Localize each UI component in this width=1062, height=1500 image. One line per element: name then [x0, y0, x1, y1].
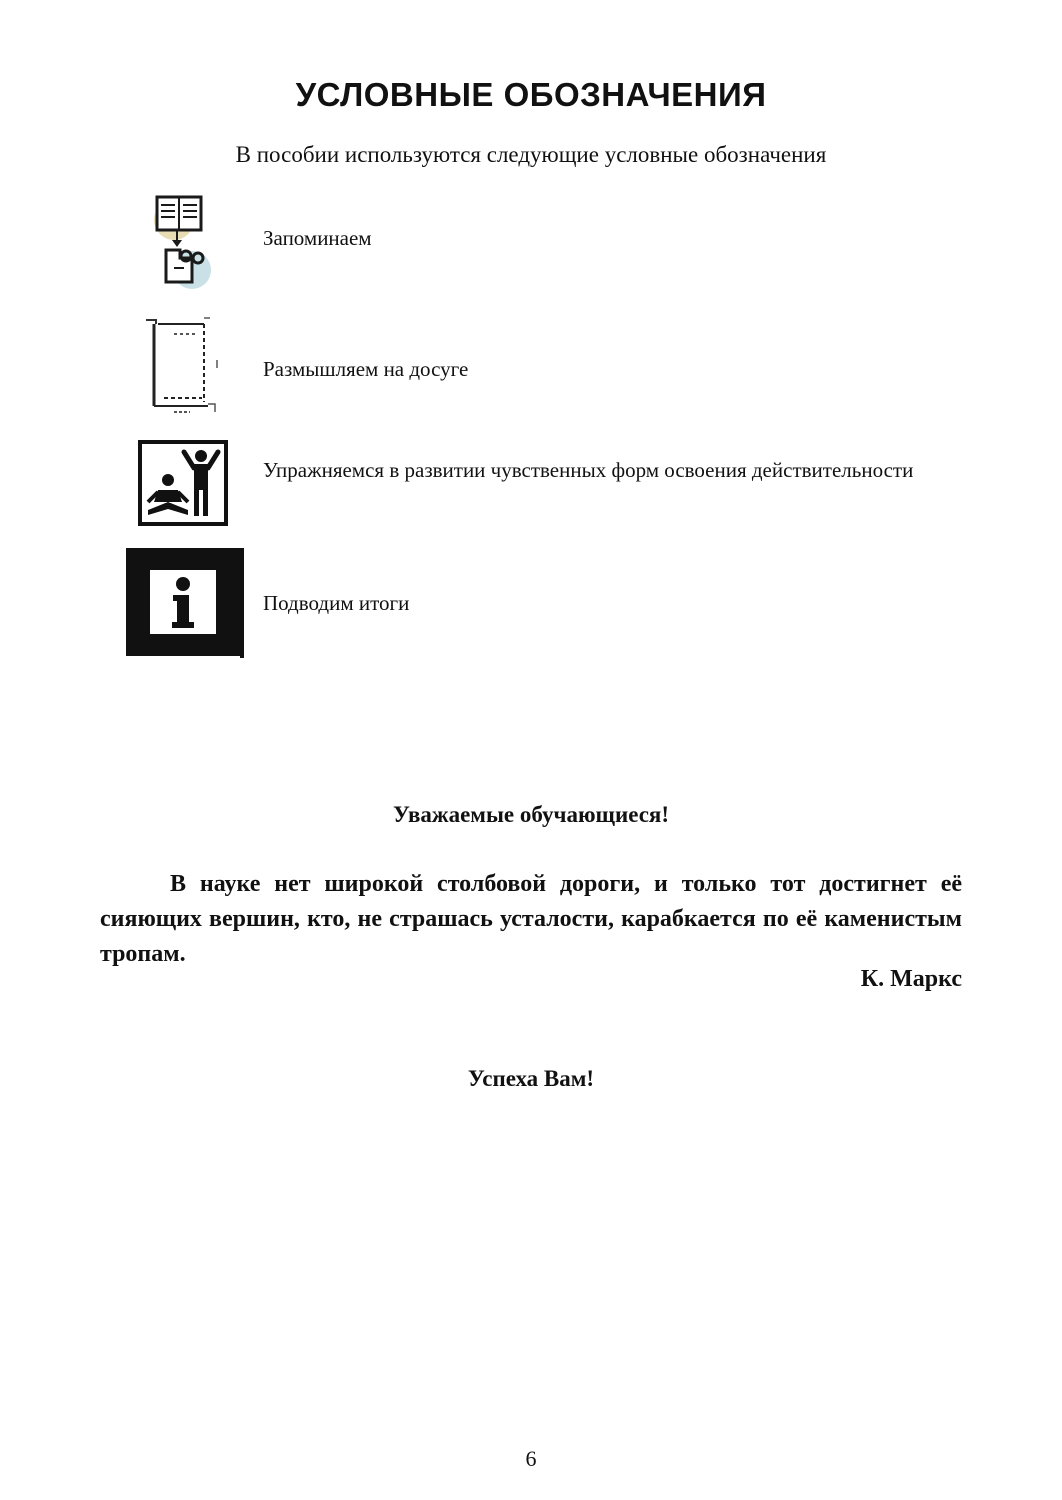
book-memory-icon [148, 192, 218, 290]
legend-label-reflect: Размышляем на досуге [263, 357, 469, 381]
legend-intro: В пособии используются следующие условные обозначения [235, 142, 827, 167]
page-number: 6 [525, 1446, 537, 1471]
info-icon [126, 548, 244, 658]
legend-label-remember: Запоминаем [263, 226, 372, 250]
exercise-people-icon [138, 440, 228, 526]
epigraph-quote: В науке нет широкой столбовой дороги, и только тот достигнет её сияющих вершин, кто, не страшась усталости, карабкается по её каменистым тропам. [100, 871, 962, 967]
page-title: УСЛОВНЫЕ ОБОЗНАЧЕНИЯ [295, 76, 767, 113]
quote-author: К. Маркс [860, 966, 962, 992]
greeting: Уважаемые обучающиеся! [392, 802, 670, 827]
frame-reflection-icon [140, 312, 222, 416]
closing-wish: Успеха Вам! [467, 1066, 595, 1091]
legend-label-exercise: Упражняемся в развитии чувственных форм освоения действительности [263, 458, 914, 482]
legend-label-summary: Подводим итоги [263, 591, 410, 615]
